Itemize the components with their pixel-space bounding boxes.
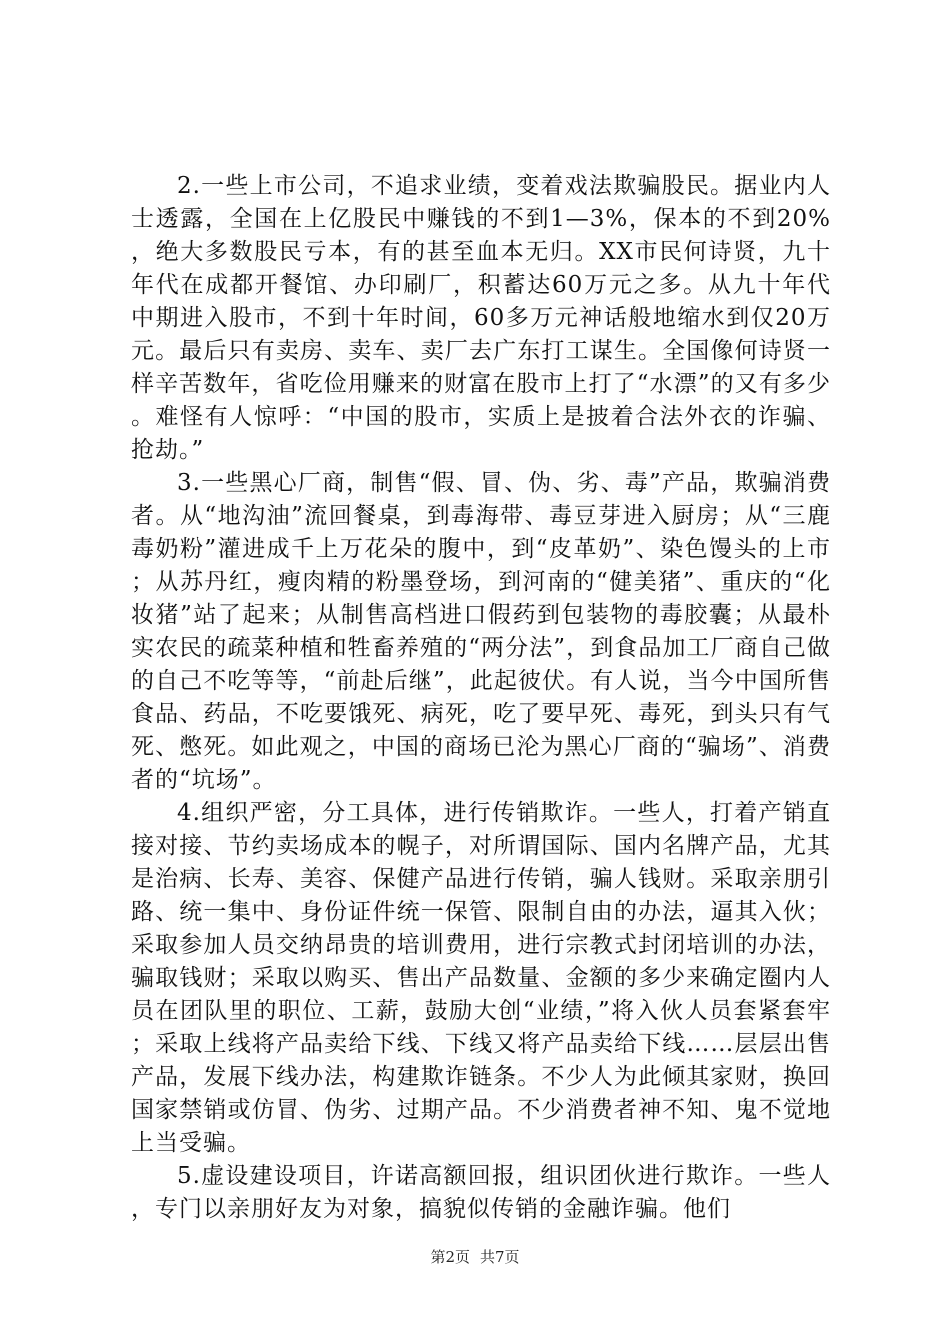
page-total: 共7页: [480, 1248, 520, 1266]
paragraph-fake-projects: 5.虚设建设项目，许诺高额回报，组识团伙进行欺诈。一些人，专门以亲朋好友为对象，搞貌似传销的金融诈骗。他们: [131, 1163, 831, 1222]
page-footer: [0, 1246, 950, 1267]
paragraph-pyramid-selling: 4.组织严密，分工具体，进行传销欺诈。一些人，打着产销直接对接、节约卖场成本的幌子，对所谓国际、国内名牌产品，尤其是治病、长寿、美容、保健产品进行传销，骗人钱财。采取亲朋引路、统一集中、身份证件统一保管、限制自由的办法，逼其入伙；采取参加人员交纳昂贵的培训费用，进行宗教式封闭培训的办法，骗取钱财；采取以购买、售出产品数量、金额的多少来确定圈内人员在团队里的职位、工薪，鼓励大创“业绩，”将入伙人员套紧套牢；采取上线将产品卖给下线、下线又将产品卖给下线……层层出售产品，发展下线办法，构建欺诈链条。不少人为此倾其家财，换回国家禁销或仿冒、伪劣、过期产品。不少消费者神不知、鬼不觉地上当受骗。: [131, 800, 831, 1156]
paragraph-stock-fraud: 2.一些上市公司，不追求业绩，变着戏法欺骗股民。据业内人士透露，全国在上亿股民中赚钱的不到1—3%，保本的不到20%，绝大多数股民亏本，有的甚至血本无归。XX市民何诗贤，九十年代在成都开餐馆、办印刷厂，积蓄达60万元之多。从九十年代中期进入股市，不到十年时间，60多万元神话般地缩水到仅20万元。最后只有卖房、卖车、卖厂去广东打工谋生。全国像何诗贤一样辛苦数年，省吃俭用赚来的财富在股市上打了“水漂”的又有多少。难怪有人惊呼：“中国的股市，实质上是披着合法外衣的诈骗、抢劫。”: [131, 173, 831, 463]
page-number: 第2页: [430, 1248, 470, 1266]
paragraph-fake-products: 3.一些黑心厂商，制售“假、冒、伪、劣、毒”产品，欺骗消费者。从“地沟油”流回餐桌，到毒海带、毒豆芽进入厨房；从“三鹿毒奶粉”灌进成千上万花朵的腹中，到“皮革奶”、染色馒头的上市；从苏丹红，瘦肉精的粉墨登场，到河南的“健美猪”、重庆的“化妆猪”站了起来；从制售高档进口假药到包装物的毒胶囊；从最朴实农民的疏菜种植和牲畜养殖的“两分法”，到食品加工厂商自己做的自己不吃等等，“前赴后继”，此起彼伏。有人说，当今中国所售食品、药品，不吃要饿死、病死，吃了要早死、毒死，到头只有气死、憋死。如此观之，中国的商场已沦为黑心厂商的“骗场”、消费者的“坑场”。: [131, 470, 831, 793]
document-body: [131, 170, 831, 1226]
